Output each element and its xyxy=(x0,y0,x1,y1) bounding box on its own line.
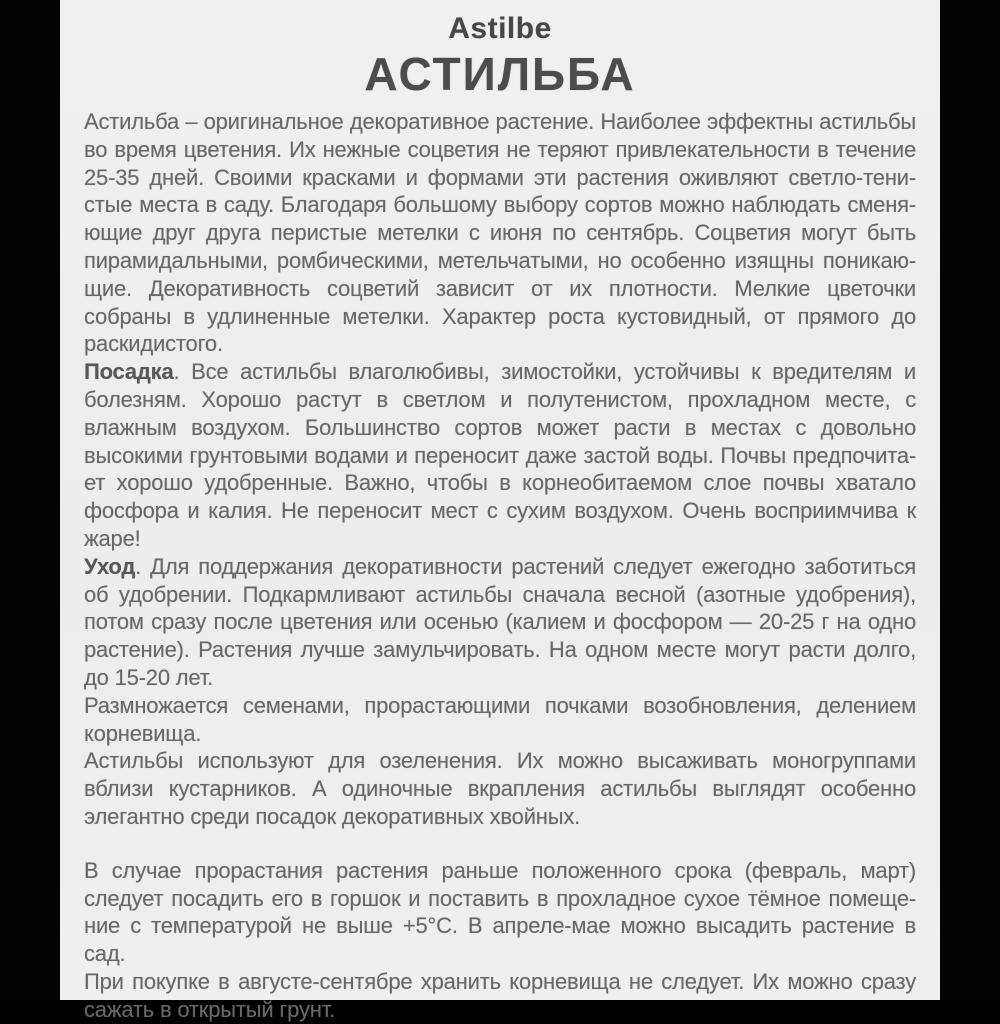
text-line: ние с температурой не выше +5°С. В апреле-мае можно высадить растение в сад. xyxy=(84,913,916,967)
text-line: болезням. Хорошо растут в светлом и полутенистом, прохладном месте, с xyxy=(84,386,916,412)
text-line: потом сразу после цветения или осенью (калием и фосфором — 20-25 г на одно xyxy=(84,609,916,635)
text-line: Посадка. Все астильбы влаголюбивы, зимостойки, устойчивы к вредителям и xyxy=(84,359,916,385)
paragraph xyxy=(84,857,916,1024)
text-line: Астильба – оригинальное декоративное растение. Наиболее эффектны астильбы xyxy=(84,109,916,134)
text-line: влажным воздухом. Большинство сортов может расти в местах с довольно xyxy=(84,414,916,440)
text-line: высокими грунтовыми водами и переносит даже застой воды. Почвы предпочита- xyxy=(84,442,916,468)
text-line: Уход. Для поддержания декоративности растений следует ежегодно заботиться xyxy=(84,553,916,579)
text-line: во время цветения. Их нежные соцветия не теряют привлекательности в течение xyxy=(84,136,916,162)
plant-label xyxy=(60,0,940,1022)
text-line: щие. Декоративность соцветий зависит от их плотности. Мелкие цветочки xyxy=(84,275,916,301)
text-line: об удобрении. Подкармливают астильбы сначала весной (азотные удобрения), xyxy=(84,581,916,607)
text-line: растение). Растения лучше замульчировать. На одном месте могут расти долго, xyxy=(84,637,916,663)
text-line: пирамидальными, ромбическими, метельчатыми, но особенно изящны поникаю- xyxy=(84,247,916,273)
text-line: элегантно среди посадок декоративных хвойных. xyxy=(84,803,581,829)
text-line: Размножается семенами, прорастающими почками возобновления, делением xyxy=(84,692,916,718)
text-line: 25-35 дней. Своими красками и формами эти растения оживляют светло-тени- xyxy=(84,164,916,190)
text-line: раскидистого. xyxy=(84,331,223,357)
paragraph xyxy=(84,747,916,830)
text-line: В случае прорастания растения раньше положенного срока (февраль, март) xyxy=(84,857,916,883)
text-line: стые места в саду. Благодаря большому выбору сортов можно наблюдать сменя- xyxy=(84,192,916,218)
text-line: При покупке в августе-сентябре хранить корневища не следует. Их можно сразу xyxy=(84,968,916,994)
text-line: ющие друг друга перистые метелки с июня по сентябрь. Соцветия могут быть xyxy=(84,220,916,246)
text-line: ет хорошо удобренные. Важно, чтобы в корнеобитаемом слое почвы хватало xyxy=(84,470,916,496)
section-heading: Посадка xyxy=(84,359,174,385)
text-line: Астильбы используют для озеленения. Их можно высаживать моногруппами xyxy=(84,748,916,774)
paragraph xyxy=(84,553,916,692)
text-line: собраны в удлиненные метелки. Характер роста кустовидный, от прямого до xyxy=(84,303,916,329)
paragraph xyxy=(84,358,916,553)
label-text xyxy=(84,108,916,1024)
text-line: жаре! xyxy=(84,525,141,551)
text-line: вблизи кустарников. А одиночные вкрапления астильбы выглядят особенно xyxy=(84,776,916,802)
text-line: до 15-20 лет. xyxy=(84,664,214,690)
russian-title: АСТИЛЬБА xyxy=(364,48,636,100)
text-line: фосфора и калия. Не переносит мест с сухим воздухом. Очень восприимчива к xyxy=(84,498,916,524)
text-line: корневища. xyxy=(84,720,202,746)
text-line: следует посадить его в горшок и поставить в прохладное сухое тёмное помеще- xyxy=(84,885,916,911)
paragraph xyxy=(84,692,916,748)
label-header xyxy=(84,12,916,102)
section-heading: Уход xyxy=(84,553,136,579)
paragraph xyxy=(84,108,916,358)
latin-title: Astilbe xyxy=(448,12,552,45)
text-line: сажать в открытый грунт. xyxy=(84,996,336,1022)
